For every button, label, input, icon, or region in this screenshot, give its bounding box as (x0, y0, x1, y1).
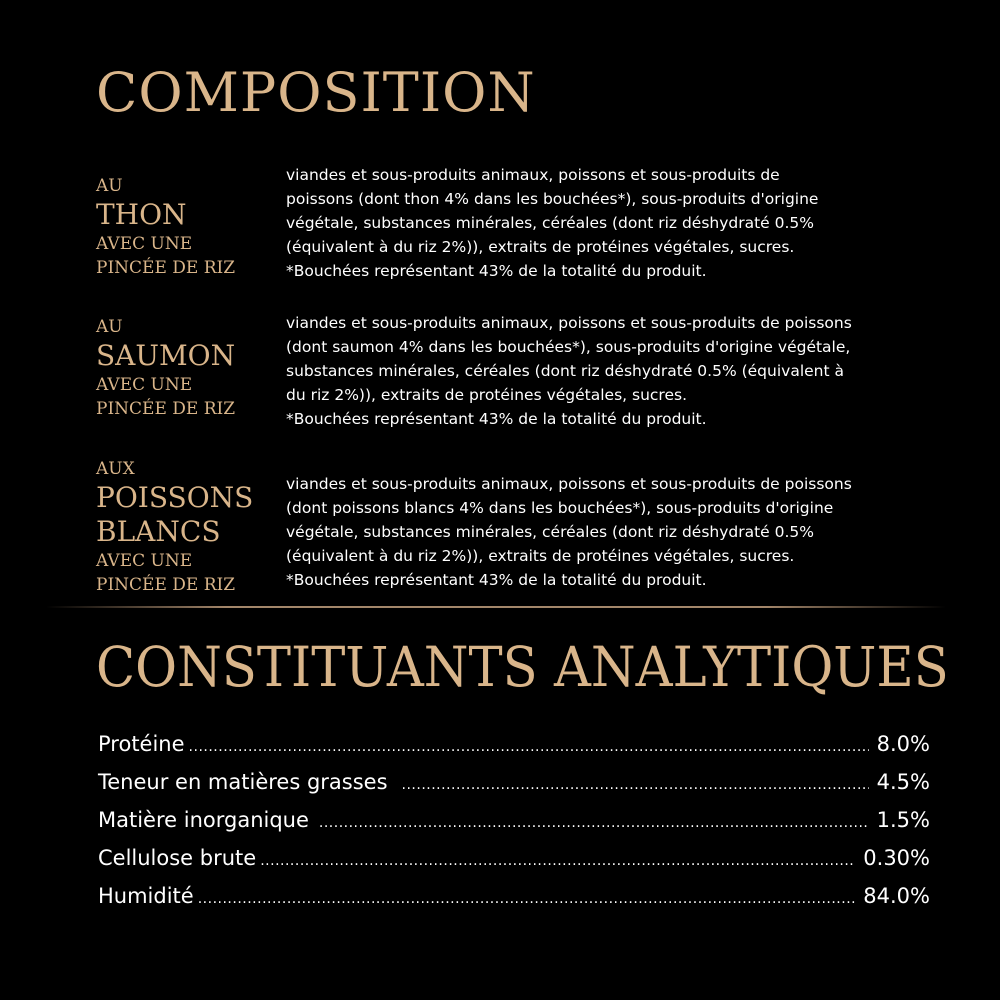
description-line: *Bouchées représentant 43% de la totalité du produit. (286, 571, 707, 589)
description-line: (dont poissons blancs 4% dans les bouchées*), sous-produits d'origine (286, 499, 834, 517)
variant-name: BLANCS (96, 515, 221, 548)
description-line: poissons (dont thon 4% dans les bouchées*), sous-produits d'origine (286, 190, 819, 208)
variant-description-poissons-blancs (286, 472, 956, 592)
variant-description-saumon (286, 311, 956, 431)
analytics-label: Teneur en matières grasses (98, 770, 388, 794)
description-line: viandes et sous-produits animaux, poissons et sous-produits de poissons (286, 475, 852, 493)
analytics-row-matiere-inorganique (98, 808, 930, 846)
description-line: du riz 2%)), extraits de protéines végétales, sucres. (286, 386, 688, 404)
dot-leader (319, 815, 869, 831)
variant-suffix-line: PINCÉE DE RIZ (96, 399, 236, 419)
analytics-label: Protéine (98, 732, 185, 756)
analytics-label: Humidité (98, 884, 194, 908)
description-line: viandes et sous-produits animaux, poissons et sous-produits de poissons (286, 314, 852, 332)
variant-label-saumon (96, 315, 286, 421)
variant-prefix: AUX (96, 459, 135, 479)
description-line: (équivalent à du riz 2%)), extraits de protéines végétales, sucres. (286, 238, 795, 256)
description-line: (dont saumon 4% dans les bouchées*), sous-produits d'origine végétale, (286, 338, 851, 356)
analytics-value: 84.0% (863, 884, 930, 908)
analytics-value: 4.5% (876, 770, 930, 794)
variant-suffix-line: AVEC UNE (96, 551, 193, 571)
variant-suffix-line: PINCÉE DE RIZ (96, 258, 236, 278)
dot-leader (198, 891, 856, 907)
analytics-value: 8.0% (876, 732, 930, 756)
variant-prefix: AU (96, 176, 123, 196)
description-line: viandes et sous-produits animaux, poissons et sous-produits de (286, 166, 780, 184)
description-line: *Bouchées représentant 43% de la totalité du produit. (286, 262, 707, 280)
variant-suffix-line: PINCÉE DE RIZ (96, 575, 236, 595)
variant-name: THON (96, 198, 187, 231)
variant-suffix-line: AVEC UNE (96, 375, 193, 395)
variant-name: SAUMON (96, 339, 236, 372)
dot-leader (260, 853, 855, 869)
section-divider (46, 606, 946, 608)
analytics-row-cellulose-brute (98, 846, 930, 884)
dot-leader (402, 777, 869, 793)
variant-name: POISSONS (96, 481, 254, 514)
variant-prefix: AU (96, 317, 123, 337)
description-line: substances minérales, céréales (dont riz déshydraté 0.5% (équivalent à (286, 362, 844, 380)
analytics-row-humidite (98, 884, 930, 922)
description-line: *Bouchées représentant 43% de la totalité du produit. (286, 410, 707, 428)
analytics-value: 1.5% (876, 808, 930, 832)
variant-suffix-line: AVEC UNE (96, 234, 193, 254)
analytics-row-proteine (98, 732, 930, 770)
analytics-value: 0.30% (863, 846, 930, 870)
analytics-label: Cellulose brute (98, 846, 257, 870)
analytics-label: Matière inorganique (98, 808, 309, 832)
description-line: végétale, substances minérales, céréales (dont riz déshydraté 0.5% (286, 523, 815, 541)
description-line: (équivalent à du riz 2%)), extraits de protéines végétales, sucres. (286, 547, 795, 565)
variant-label-poissons-blancs (96, 457, 286, 597)
analytics-title: CONSTITUANTS ANALYTIQUES (96, 635, 949, 699)
analytics-table (98, 732, 930, 922)
description-line: végétale, substances minérales, céréales (dont riz déshydraté 0.5% (286, 214, 815, 232)
variant-label-thon (96, 174, 286, 280)
dot-leader (189, 739, 869, 755)
analytics-row-matieres-grasses (98, 770, 930, 808)
variant-description-thon (286, 163, 956, 283)
composition-title: COMPOSITION (96, 61, 536, 124)
